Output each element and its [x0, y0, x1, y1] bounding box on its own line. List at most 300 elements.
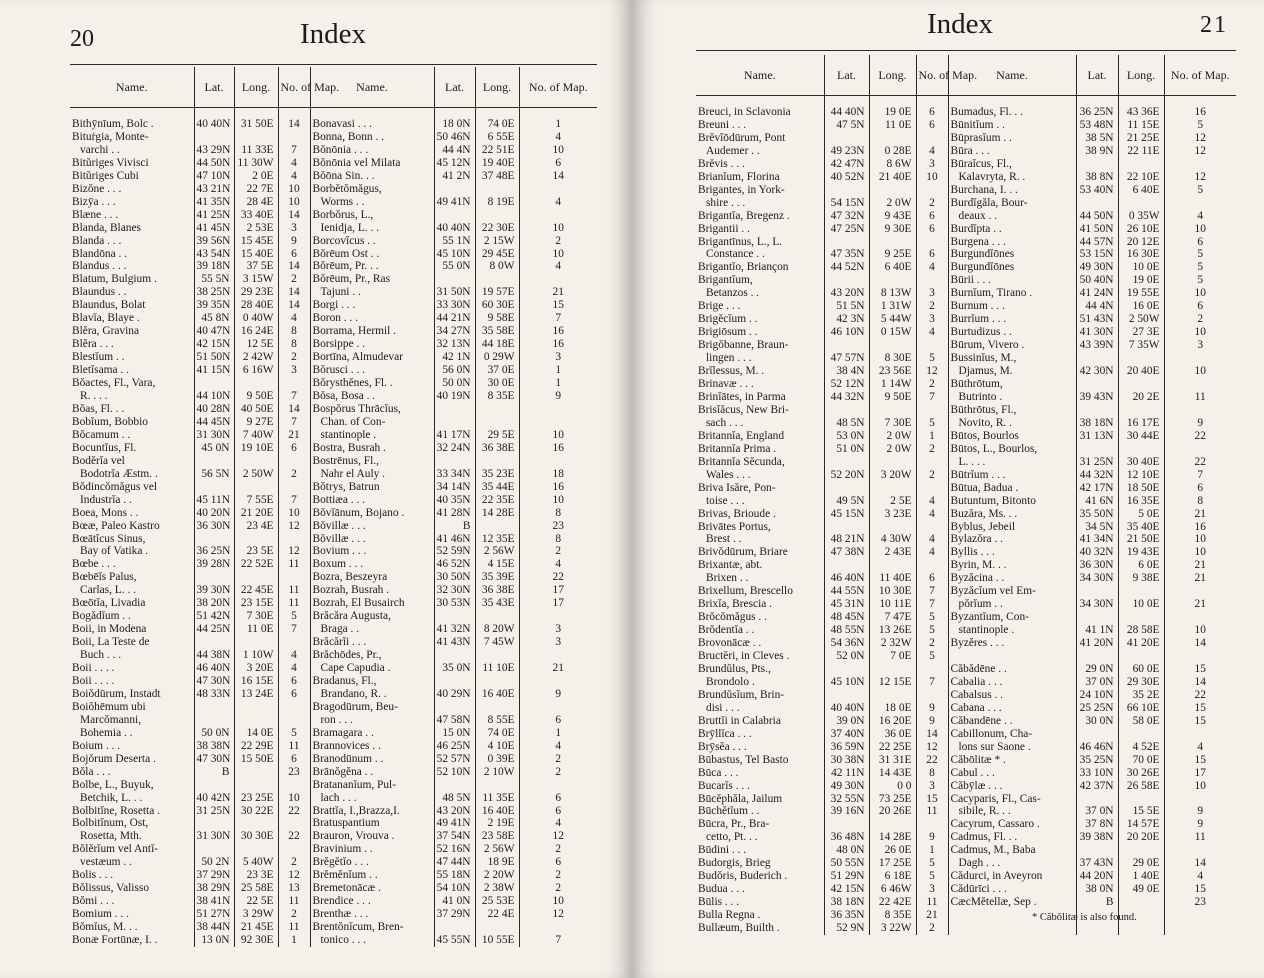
entry-long: 22 52E	[234, 558, 278, 571]
entry-name: Breuci, in Sclavonia	[698, 106, 791, 118]
entry-long: 0 35W	[1118, 210, 1164, 223]
entry-long: 0 28E	[869, 145, 916, 158]
table-row	[70, 740, 597, 753]
entry-long: 8 6W	[869, 158, 916, 171]
entry-lat: 30 50N	[434, 571, 475, 584]
entry-map	[519, 416, 597, 429]
entry-name: L. . . .	[948, 456, 1076, 469]
entry-long	[475, 675, 519, 688]
entry-long: 16 0E	[1118, 300, 1164, 313]
entry-long: 23 15E	[234, 597, 278, 610]
entry-lat	[194, 571, 234, 584]
entry-map: 14	[278, 260, 310, 273]
entry-lat: 49 30N	[1076, 261, 1118, 274]
entry-long: 37 48E	[475, 170, 519, 183]
entry-lat	[1076, 443, 1118, 456]
entry-name: Burrĭum . . .	[948, 313, 1076, 326]
entry-map: 10	[519, 248, 597, 261]
table-row	[70, 429, 597, 442]
entry-map: 9	[916, 715, 948, 728]
entry-lat: 41 34N	[1076, 533, 1118, 546]
entry-lat: 40 28N	[194, 403, 234, 416]
entry-map: 7	[916, 676, 948, 689]
table-row	[70, 286, 597, 299]
entry-name: Bravinium . .	[310, 843, 434, 856]
entry-map: 10	[278, 183, 310, 196]
table-row	[696, 106, 1236, 119]
table-row	[70, 675, 597, 688]
entry-long: 16 15E	[234, 675, 278, 688]
footnote: * Căbōlitæ is also found.	[1032, 912, 1137, 923]
entry-lat: 45 11N	[194, 494, 234, 507]
entry-long: 9 43E	[869, 210, 916, 223]
entry-lat: 50 2N	[194, 856, 234, 869]
entry-name: Brenthæ . . .	[310, 908, 434, 921]
entry-name: Blavĭa, Blaye .	[72, 312, 140, 325]
entry-long: 2 0W	[869, 197, 916, 210]
entry-lat: 41 45N	[194, 222, 234, 235]
entry-long	[869, 456, 916, 469]
entry-long: 9 58E	[475, 312, 519, 325]
entry-name: Būraĭcus, Fl.,	[948, 158, 1076, 171]
entry-name: Bullæum, Builth .	[698, 922, 780, 935]
table-row	[696, 339, 1236, 352]
table-row	[696, 300, 1236, 313]
entry-map	[916, 132, 948, 145]
entry-map: 14	[278, 209, 310, 222]
table-row	[696, 559, 1236, 572]
entry-lat: 41 6N	[1076, 495, 1118, 508]
table-row	[70, 338, 597, 351]
entry-lat: 32 13N	[434, 338, 475, 351]
entry-name: Būchĕtĭum . .	[698, 805, 760, 818]
entry-map: 4	[916, 326, 948, 339]
entry-long: 14 28E	[475, 507, 519, 520]
entry-map	[1164, 158, 1236, 171]
entry-name: Būrii . . .	[948, 274, 1076, 287]
entry-long	[234, 701, 278, 714]
entry-name: Betanzos . .	[706, 287, 760, 300]
entry-name: Bŏnōnia . . .	[310, 144, 434, 157]
entry-name: lons sur Saone .	[948, 741, 1076, 754]
entry-name: Bŏcamum . .	[72, 428, 131, 441]
table-row	[696, 922, 1236, 935]
entry-long: 16 40E	[475, 805, 519, 818]
entry-long: 1 31W	[869, 300, 916, 313]
entry-map	[278, 714, 310, 727]
entry-name: Bozrah, El Busairch	[310, 597, 434, 610]
entry-long: 13 24E	[234, 688, 278, 701]
entry-name: Bizŏne . . .	[72, 182, 122, 195]
entry-lat	[1076, 728, 1118, 741]
table-row	[696, 572, 1236, 585]
entry-map: 23	[278, 766, 310, 779]
entry-name: Buch . . .	[80, 649, 122, 662]
right-page	[632, 0, 1264, 978]
table-row	[696, 805, 1236, 818]
entry-name: Bodĕrĭa vel	[72, 454, 125, 467]
entry-map: 14	[278, 403, 310, 416]
entry-map: 12	[1164, 145, 1236, 158]
entry-name: deaux . .	[948, 210, 1076, 223]
entry-lat: 39 16N	[824, 805, 869, 818]
entry-lat: 40 42N	[194, 792, 234, 805]
entry-lat: 39 35N	[194, 299, 234, 312]
entry-long: 49 0E	[1118, 883, 1164, 896]
entry-lat: 52 10N	[434, 766, 475, 779]
entry-map: 2	[916, 469, 948, 482]
entry-long: 2 38W	[475, 882, 519, 895]
header-map: No. of Map.	[1164, 55, 1236, 96]
entry-map: 5	[1164, 248, 1236, 261]
entry-name: Brixen . .	[706, 572, 749, 585]
entry-name: Brĕvĭōdūrum, Pont	[698, 131, 786, 144]
entry-name: ron . . .	[310, 714, 434, 727]
entry-lat: 31 30N	[194, 830, 234, 843]
table-row	[696, 793, 1236, 806]
entry-lat: 49 5N	[824, 495, 869, 508]
entry-lat: 41 15N	[194, 364, 234, 377]
entry-lat	[194, 455, 234, 468]
entry-long: 6 46W	[869, 883, 916, 896]
entry-name: Bœōtĭa, Livadia	[72, 597, 146, 610]
entry-name: Bradanus, Fl.,	[310, 675, 434, 688]
entry-lat: 44 21N	[434, 312, 475, 325]
entry-name: Brattĭa, I.,Brazza,I.	[310, 805, 434, 818]
table-row	[70, 688, 597, 701]
entry-map: 2	[1164, 313, 1236, 326]
entry-lat: 38 0N	[1076, 883, 1118, 896]
header-lat: Lat.	[824, 55, 869, 96]
entry-map: 7	[278, 390, 310, 403]
entry-lat: 47 35N	[824, 248, 869, 261]
entry-name: Brauron, Vrouva .	[310, 830, 434, 843]
entry-long	[475, 610, 519, 623]
entry-name: Brovonācæ . .	[698, 637, 762, 650]
table-row	[70, 714, 597, 727]
entry-map: 7	[278, 144, 310, 157]
table-row	[696, 287, 1236, 300]
entry-name: Būtua, Badua .	[948, 482, 1076, 495]
entry-lat: 36 25N	[1076, 106, 1118, 119]
entry-lat: 45 8N	[194, 312, 234, 325]
entry-long	[475, 209, 519, 222]
entry-map	[916, 521, 948, 534]
entry-lat: 46 10N	[824, 326, 869, 339]
entry-name: Ienidja, L. . .	[310, 222, 434, 235]
entry-long: 9 50E	[869, 391, 916, 404]
entry-name: Brinĭātes, in Parma	[698, 390, 786, 403]
entry-lat: 33 30N	[434, 299, 475, 312]
entry-name: Căbădēne . .	[948, 663, 1076, 676]
entry-long: 2 50W	[1118, 313, 1164, 326]
entry-map: 4	[519, 196, 597, 209]
table-row	[70, 377, 597, 390]
index-table	[70, 67, 597, 947]
table-row	[696, 831, 1236, 844]
entry-name: Bay of Vatika .	[80, 545, 149, 558]
entry-map: 17	[519, 584, 597, 597]
entry-map: 1	[519, 727, 597, 740]
entry-long: 18 9E	[475, 856, 519, 869]
entry-lat: 36 59N	[824, 741, 869, 754]
table-row	[696, 171, 1236, 184]
entry-name: Bovium . . .	[310, 545, 434, 558]
entry-map: 7	[1164, 469, 1236, 482]
table-row	[70, 351, 597, 364]
entry-long: 7 30E	[234, 610, 278, 623]
entry-name: Cadmus, M., Baba	[948, 844, 1076, 857]
entry-name: varchi . .	[80, 143, 120, 156]
entry-lat: 51 27N	[194, 908, 234, 921]
entry-name: Byblus, Jebeil	[948, 521, 1076, 534]
entry-name: Boxum . . .	[310, 558, 434, 571]
entry-map: 5	[916, 870, 948, 883]
entry-name: Bŏrusci . . .	[310, 364, 434, 377]
entry-map: 1	[519, 377, 597, 390]
entry-name: Rosetta, Mth.	[80, 830, 142, 843]
entry-long: 16 17E	[1118, 417, 1164, 430]
entry-lat	[194, 843, 234, 856]
entry-map: 17	[519, 597, 597, 610]
entry-name: Bruttĭi in Calabria	[698, 714, 781, 727]
entry-lat: 45 10N	[824, 676, 869, 689]
entry-lat: 56 0N	[434, 364, 475, 377]
page-number: 21	[1200, 12, 1228, 38]
entry-long: 2 50W	[234, 468, 278, 481]
entry-lat: 51 43N	[1076, 313, 1118, 326]
entry-long: 2 42W	[234, 351, 278, 364]
entry-map: 6	[916, 119, 948, 132]
entry-lat: 41 20N	[1076, 637, 1118, 650]
entry-map: 15	[1164, 883, 1236, 896]
table-row	[70, 908, 597, 921]
entry-map: 5	[278, 610, 310, 623]
entry-lat: 44 10N	[194, 390, 234, 403]
table-row	[70, 856, 597, 869]
entry-lat: 31 25N	[1076, 456, 1118, 469]
entry-lat: 29 0N	[1076, 663, 1118, 676]
entry-map: 8	[1164, 495, 1236, 508]
entry-map	[916, 818, 948, 831]
entry-name: Blæne . . .	[72, 208, 119, 221]
entry-map	[1164, 922, 1236, 935]
entry-name: Bucarĭs . . .	[698, 779, 750, 792]
table-row	[70, 533, 597, 546]
entry-lat: 37 0N	[1076, 805, 1118, 818]
entry-name: Bozra, Beszeyra	[310, 571, 434, 584]
entry-map	[519, 921, 597, 934]
entry-map: 6	[1164, 482, 1236, 495]
entry-map: 2	[916, 300, 948, 313]
entry-name: Bolbitĭne, Rosetta .	[72, 804, 160, 817]
entry-map: 6	[519, 157, 597, 170]
entry-map: 7	[278, 494, 310, 507]
entry-lat: 34 27N	[434, 325, 475, 338]
entry-long: 3 20W	[869, 469, 916, 482]
entry-lat: 37 40N	[824, 728, 869, 741]
entry-long: 6 16W	[234, 364, 278, 377]
entry-long: 22 7E	[234, 183, 278, 196]
entry-lat	[1076, 611, 1118, 624]
entry-lat	[824, 521, 869, 534]
table-row	[696, 236, 1236, 249]
entry-long	[869, 559, 916, 572]
entry-long	[234, 481, 278, 494]
entry-lat	[194, 131, 234, 144]
entry-map: 3	[278, 364, 310, 377]
entry-long: 7 30E	[869, 417, 916, 430]
entry-name: shire . . .	[706, 196, 746, 209]
entry-long: 28 40E	[234, 299, 278, 312]
table-row	[70, 895, 597, 908]
entry-long	[1118, 611, 1164, 624]
entry-name: Bŏrēum, Pr. . .	[310, 260, 434, 273]
entry-name: Bostrēnus, Fl.,	[310, 455, 434, 468]
entry-long: 22 30E	[475, 222, 519, 235]
entry-lat	[194, 701, 234, 714]
entry-long: 19 55E	[1118, 287, 1164, 300]
entry-map: 10	[1164, 780, 1236, 793]
entry-lat: 48 33N	[194, 688, 234, 701]
entry-map: 7	[519, 312, 597, 325]
entry-name: Bottiæa . . .	[310, 494, 434, 507]
entry-map: 5	[916, 857, 948, 870]
entry-long	[475, 779, 519, 792]
entry-long	[475, 455, 519, 468]
entry-lat	[824, 689, 869, 702]
table-row	[70, 649, 597, 662]
entry-map	[1164, 197, 1236, 210]
entry-map: 12	[278, 545, 310, 558]
entry-long	[475, 416, 519, 429]
table-row	[696, 676, 1236, 689]
entry-map: 6	[1164, 300, 1236, 313]
entry-lat	[434, 273, 475, 286]
entry-map: 7	[278, 416, 310, 429]
entry-long: 3 22W	[869, 922, 916, 935]
table-row	[696, 184, 1236, 197]
entry-map: 11	[1164, 391, 1236, 404]
entry-map: 2	[278, 468, 310, 481]
entry-lat	[1076, 378, 1118, 391]
entry-long: 5 40W	[234, 856, 278, 869]
entry-map: 22	[1164, 689, 1236, 702]
entry-name: Bŏdincŏmăgus vel	[72, 480, 158, 493]
entry-long: 4 10E	[475, 740, 519, 753]
entry-lat: 40 19N	[434, 390, 475, 403]
header-name: Name.	[948, 55, 1076, 96]
entry-long: 9 27E	[234, 416, 278, 429]
entry-name: Novito, R. .	[948, 417, 1076, 430]
entry-name: Bŏmi . . .	[72, 895, 115, 908]
table-row	[696, 197, 1236, 210]
entry-map: 1	[519, 118, 597, 131]
entry-long: 35 40E	[1118, 521, 1164, 534]
entry-map: 10	[1164, 624, 1236, 637]
entry-map: 2	[278, 351, 310, 364]
entry-long: 16 20E	[869, 715, 916, 728]
entry-lat: 37 8N	[1076, 818, 1118, 831]
entry-map: 15	[1164, 663, 1236, 676]
entry-lat	[824, 274, 869, 287]
entry-map: 3	[916, 158, 948, 171]
entry-long	[1118, 793, 1164, 806]
entry-name: Brigantīnus, L., L.	[698, 235, 783, 248]
table-row	[696, 650, 1236, 663]
entry-lat: 44 25N	[194, 623, 234, 636]
entry-lat: 37 0N	[1076, 676, 1118, 689]
entry-name	[948, 922, 1076, 935]
entry-map: 22	[278, 805, 310, 818]
entry-name	[948, 650, 1076, 663]
entry-name: Brigantĭo, Briançon	[698, 261, 789, 274]
entry-name: disi . . .	[706, 701, 740, 714]
entry-lat: 34 30N	[1076, 572, 1118, 585]
entry-map: 9	[519, 390, 597, 403]
entry-long: 6 40E	[1118, 184, 1164, 197]
entry-map: 15	[1164, 702, 1236, 715]
entry-map	[278, 571, 310, 584]
entry-lat: B	[194, 766, 234, 779]
header-map: No. of Map.	[916, 55, 948, 96]
entry-name: Boium . . .	[72, 739, 121, 752]
entry-lat: 42 17N	[1076, 482, 1118, 495]
entry-long: 5 44W	[869, 313, 916, 326]
entry-lat	[824, 456, 869, 469]
entry-map	[916, 663, 948, 676]
entry-lat: 44 50N	[1076, 210, 1118, 223]
entry-name: Bœātĭcus Sinus,	[72, 532, 146, 545]
entry-long: 23 3E	[234, 869, 278, 882]
entry-name: Bospŏrus Thrācĭus,	[310, 403, 434, 416]
entry-map: 21	[1164, 572, 1236, 585]
entry-lat: 46 40N	[194, 662, 234, 675]
entry-name: Bortīna, Almudevar	[310, 351, 434, 364]
entry-name: Byzăcina . .	[948, 572, 1076, 585]
entry-name: Bratananĭum, Pul-	[310, 779, 434, 792]
entry-name: Būra . . .	[948, 145, 1076, 158]
header-long: Long.	[869, 55, 916, 96]
entry-lat: 44 55N	[824, 585, 869, 598]
table-row	[70, 144, 597, 157]
entry-lat: 44 32N	[1076, 469, 1118, 482]
entry-name: Blandōna . .	[72, 247, 128, 260]
entry-name: Burnĭum, Tirano .	[948, 287, 1076, 300]
entry-map: 11	[916, 805, 948, 818]
entry-name: Căbōlitæ * .	[948, 754, 1076, 767]
entry-lat: 47 38N	[824, 546, 869, 559]
entry-lat: 38 44N	[194, 921, 234, 934]
table-row	[70, 131, 597, 144]
entry-long: 37 0E	[475, 364, 519, 377]
entry-long: 60 0E	[1118, 663, 1164, 676]
entry-long: 12 15E	[869, 676, 916, 689]
table-row	[696, 443, 1236, 456]
table-row	[696, 663, 1236, 676]
entry-map: 10	[519, 144, 597, 157]
table-row	[696, 624, 1236, 637]
entry-lat: 44 38N	[194, 649, 234, 662]
entry-name: Bŏsa, Bosa . .	[310, 390, 434, 403]
entry-long: 4 15E	[475, 558, 519, 571]
entry-lat: 54 36N	[824, 637, 869, 650]
entry-lat: 51 29N	[824, 870, 869, 883]
entry-lat: 42 1N	[434, 351, 475, 364]
entry-long	[234, 571, 278, 584]
entry-name: Bithȳnīum, Bolc .	[72, 118, 154, 130]
entry-long: 23 25E	[234, 792, 278, 805]
